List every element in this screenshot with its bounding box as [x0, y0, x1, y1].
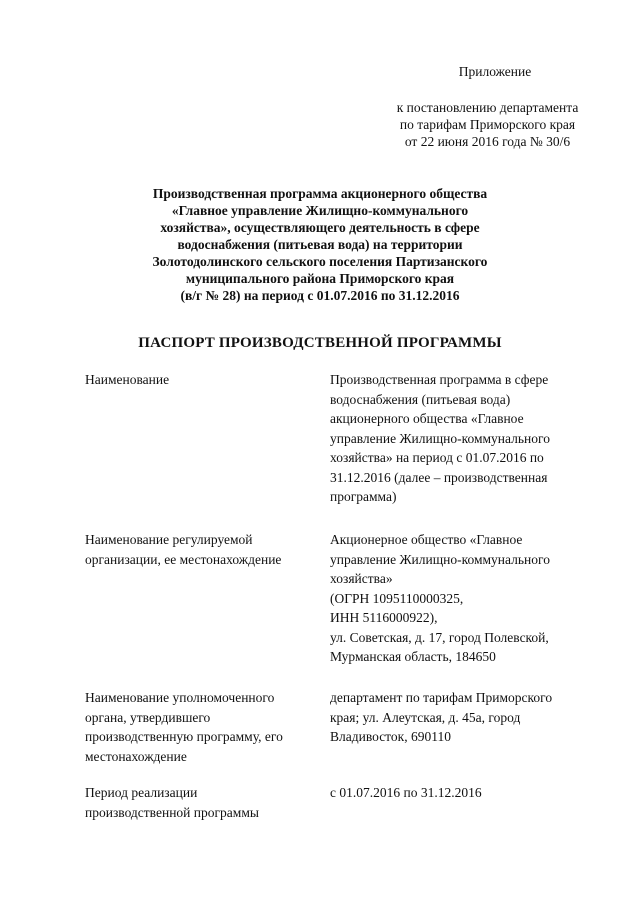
label-line: Наименование [85, 372, 170, 387]
label-line: местонахождение [85, 748, 187, 764]
passport-value [330, 688, 600, 747]
value-line: Акционерное общество «Главное [330, 532, 523, 547]
value-line: управление Жилищно-коммунального [330, 551, 550, 567]
label-line: производственную программу, его [85, 729, 283, 744]
passport-label [85, 688, 325, 766]
value-line: департамент по тарифам Приморского [330, 690, 553, 705]
value-line: края; ул. Алеутская, д. 45а, город [330, 709, 521, 725]
value-line: хозяйства» [330, 571, 393, 586]
passport-value [330, 783, 600, 803]
title-line: муниципального района Приморского края [185, 271, 455, 286]
appendix-title: Приложение [458, 64, 532, 79]
appendix-line: к постановлению департамента [396, 100, 579, 115]
passport-label [85, 370, 325, 390]
value-line: управление Жилищно-коммунального [330, 430, 550, 446]
value-line: Владивосток, 690110 [330, 729, 451, 744]
title-line: хозяйства», осуществляющего деятельность в сфере [160, 220, 480, 235]
value-line: программа) [330, 489, 397, 504]
appendix-line: от 22 июня 2016 года № 30/6 [404, 134, 571, 149]
value-line: хозяйства» на период с 01.07.2016 по [330, 450, 544, 465]
value-line: акционерного общества «Главное [330, 411, 524, 426]
passport-heading: ПАСПОРТ ПРОИЗВОДСТВЕННОЙ ПРОГРАММЫ [138, 335, 502, 351]
value-line: 31.12.2016 (далее – производственная [330, 469, 548, 485]
label-line: организации, ее местонахождение [85, 551, 282, 567]
title-line: водоснабжения (питьевая вода) на территории [177, 237, 463, 252]
value-line: с 01.07.2016 по 31.12.2016 [330, 785, 482, 800]
title-line: Золотодолинского сельского поселения Партизанского [152, 254, 488, 269]
label-line: Период реализации [85, 785, 198, 800]
label-line: органа, утвердившего [85, 709, 211, 725]
label-line: Наименование уполномоченного [85, 690, 275, 705]
value-line: ИНН 5116000922), [330, 610, 438, 625]
value-line: (ОГРН 1095110000325, [330, 590, 464, 606]
label-line: производственной программы [85, 804, 259, 820]
title-line: (в/г № 28) на период с 01.07.2016 по 31.12.2016 [180, 288, 460, 303]
value-line: Мурманская область, 184650 [330, 649, 496, 664]
value-line: водоснабжения (питьевая вода) [330, 391, 511, 407]
document-title [120, 185, 520, 304]
passport-value [330, 370, 600, 507]
passport-value [330, 530, 600, 667]
appendix-reference [380, 99, 595, 150]
value-line: Производственная программа в сфере [330, 372, 549, 387]
passport-label [85, 783, 325, 822]
passport-label [85, 530, 325, 569]
title-line: «Главное управление Жилищно-коммунального [171, 203, 469, 218]
value-line: ул. Советская, д. 17, город Полевской, [330, 629, 549, 645]
title-line: Производственная программа акционерного общества [152, 186, 488, 201]
appendix-line: по тарифам Приморского края [399, 117, 576, 132]
label-line: Наименование регулируемой [85, 532, 253, 547]
